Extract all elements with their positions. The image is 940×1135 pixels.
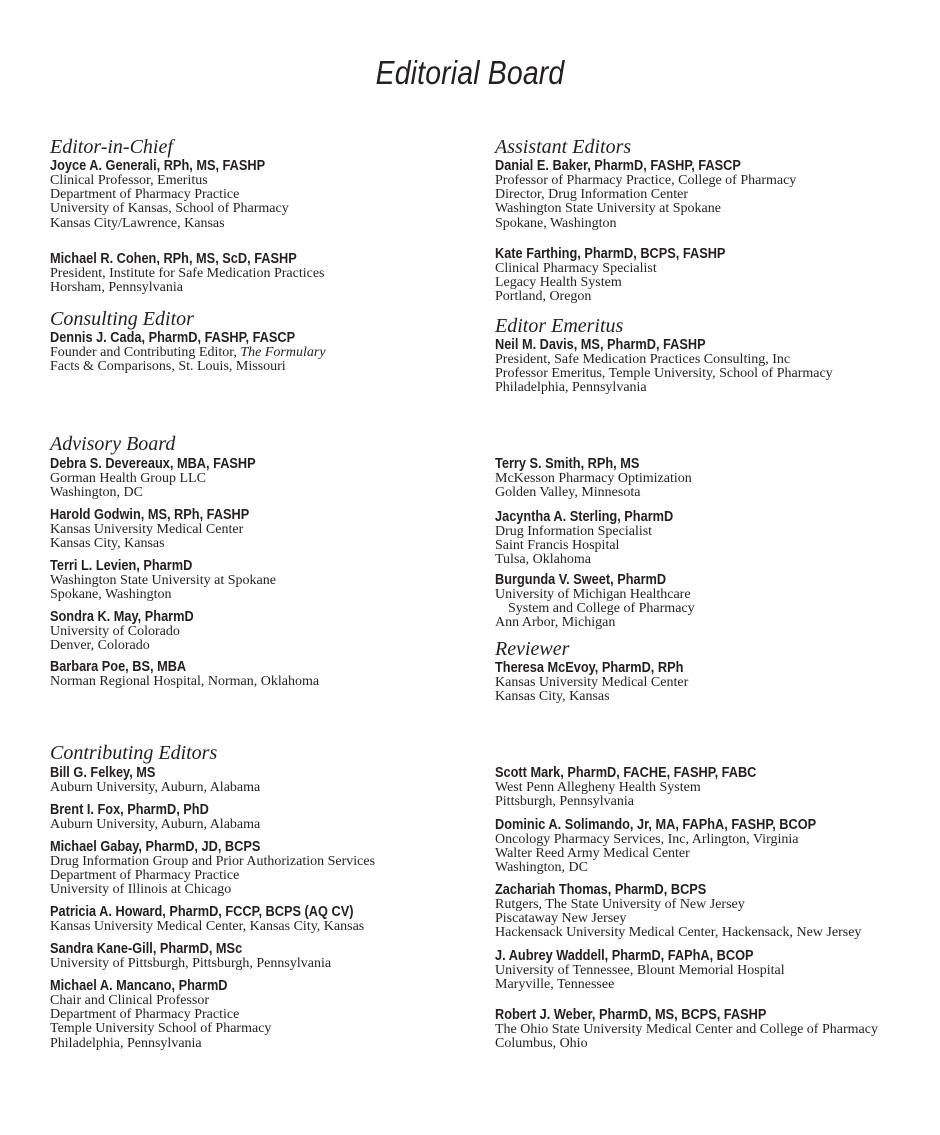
person-entry xyxy=(495,573,925,631)
person-detail: Kansas University Medical Center xyxy=(50,522,244,537)
publication-title: The Formulary xyxy=(240,345,326,360)
person-detail: The Ohio State University Medical Center and College of Pharmacy xyxy=(495,1022,878,1037)
person-detail: University of Kansas, School of Pharmacy xyxy=(50,201,289,217)
person-detail: Pittsburgh, Pennsylvania xyxy=(495,794,634,810)
person-name: Barbara Poe, BS, MBA xyxy=(50,659,187,675)
person-name: Neil M. Davis, MS, PharmD, FASHP xyxy=(495,337,706,353)
person-detail: Clinical Professor, Emeritus xyxy=(50,173,208,188)
person-entry xyxy=(495,247,925,305)
person-entry xyxy=(495,661,925,704)
person-detail: Kansas University Medical Center, Kansas City, Kansas xyxy=(50,919,365,934)
person-detail: Maryville, Tennessee xyxy=(495,977,615,993)
person-detail: University of Tennessee, Blount Memorial Hospital xyxy=(495,963,785,978)
person-entry xyxy=(495,1008,925,1051)
advisory-board-section xyxy=(50,434,480,454)
person-name: Bill G. Felkey, MS xyxy=(50,765,156,781)
person-name: Sandra Kane-Gill, PharmD, MSc xyxy=(50,941,243,957)
person-detail: President, Safe Medication Practices Consulting, Inc xyxy=(495,352,791,367)
person-detail: Philadelphia, Pennsylvania xyxy=(50,1035,202,1051)
person-detail: Washington, DC xyxy=(495,860,588,876)
section-heading: Editor Emeritus xyxy=(495,315,624,337)
person-entry xyxy=(495,818,925,876)
person-detail: Drug Information Specialist xyxy=(495,524,653,539)
person-detail: Kansas University Medical Center xyxy=(495,675,689,690)
person-detail: Department of Pharmacy Practice xyxy=(50,1007,240,1023)
person-entry xyxy=(50,559,480,602)
person-name: Joyce A. Generali, RPh, MS, FASHP xyxy=(50,158,266,174)
person-detail: Gorman Health Group LLC xyxy=(50,471,206,486)
person-detail: University of Illinois at Chicago xyxy=(50,882,232,898)
person-entry xyxy=(495,159,925,231)
person-name: Burgunda V. Sweet, PharmD xyxy=(495,572,667,588)
person-detail: Director, Drug Information Center xyxy=(495,187,689,203)
person-detail: Philadelphia, Pennsylvania xyxy=(495,380,647,396)
person-name: Michael A. Mancano, PharmD xyxy=(50,978,228,994)
person-name: Theresa McEvoy, PharmD, RPh xyxy=(495,660,684,676)
person-detail: Washington State University at Spokane xyxy=(495,201,721,217)
person-detail: President, Institute for Safe Medication Practices xyxy=(50,266,325,281)
person-detail: Spokane, Washington xyxy=(495,215,617,231)
person-detail: Golden Valley, Minnesota xyxy=(495,485,641,501)
person-entry xyxy=(50,610,480,653)
person-detail: Auburn University, Auburn, Alabama xyxy=(50,817,261,832)
person-entry xyxy=(50,942,480,971)
editor-in-chief-section xyxy=(50,137,480,231)
person-detail: Kansas City, Kansas xyxy=(50,536,165,552)
person-name: Debra S. Devereaux, MBA, FASHP xyxy=(50,456,256,472)
person-entry xyxy=(50,457,480,500)
person-detail: Rutgers, The State University of New Jersey xyxy=(495,897,745,912)
person-detail: Kansas City, Kansas xyxy=(495,689,610,705)
person-detail xyxy=(50,346,480,360)
person-entry xyxy=(50,660,480,689)
person-name: Harold Godwin, MS, RPh, FASHP xyxy=(50,507,250,523)
contributing-editors-section xyxy=(50,743,480,763)
person-name: Terri L. Levien, PharmD xyxy=(50,558,193,574)
person-name: Danial E. Baker, PharmD, FASHP, FASCP xyxy=(495,158,741,174)
person-detail: Department of Pharmacy Practice xyxy=(50,187,240,203)
person-name: Dennis J. Cada, PharmD, FASHP, FASCP xyxy=(50,330,296,346)
person-entry xyxy=(495,457,925,500)
person-entry xyxy=(495,338,925,396)
person-detail: Walter Reed Army Medical Center xyxy=(495,846,690,862)
person-detail: Norman Regional Hospital, Norman, Oklahoma xyxy=(50,674,320,689)
person-name: Dominic A. Solimando, Jr, MA, FAPhA, FASHP, BCOP xyxy=(495,817,817,833)
person-detail: Chair and Clinical Professor xyxy=(50,993,210,1008)
person-detail: Drug Information Group and Prior Authorization Services xyxy=(50,854,376,869)
page-title: Editorial Board xyxy=(375,54,565,91)
person-detail: Clinical Pharmacy Specialist xyxy=(495,261,657,276)
person-entry xyxy=(50,766,480,795)
person-entry xyxy=(495,883,925,941)
person-detail: Washington State University at Spokane xyxy=(50,573,276,588)
editor-emeritus-section xyxy=(495,316,925,396)
person-detail: Auburn University, Auburn, Alabama xyxy=(50,780,261,795)
person-detail: Temple University School of Pharmacy xyxy=(50,1021,272,1037)
person-detail: System and College of Pharmacy xyxy=(508,601,695,617)
person-entry xyxy=(50,803,480,832)
person-name: Terry S. Smith, RPh, MS xyxy=(495,456,640,472)
person-name: J. Aubrey Waddell, PharmD, FAPhA, BCOP xyxy=(495,948,754,964)
person-entry xyxy=(50,252,480,295)
person-name: Brent I. Fox, PharmD, PhD xyxy=(50,802,209,818)
person-detail: Horsham, Pennsylvania xyxy=(50,280,183,296)
person-detail: Washington, DC xyxy=(50,485,143,501)
person-entry xyxy=(50,159,480,231)
person-entry xyxy=(50,331,480,374)
section-heading: Consulting Editor xyxy=(50,308,194,330)
person-detail: Kansas City/Lawrence, Kansas xyxy=(50,215,225,231)
person-detail: Facts & Comparisons, St. Louis, Missouri xyxy=(50,359,286,375)
person-name: Michael Gabay, PharmD, JD, BCPS xyxy=(50,839,261,855)
person-entry xyxy=(50,840,480,898)
person-detail: Hackensack University Medical Center, Hackensack, New Jersey xyxy=(495,925,862,941)
person-name: Robert J. Weber, PharmD, MS, BCPS, FASHP xyxy=(495,1007,767,1023)
person-entry xyxy=(50,979,480,1051)
person-detail: Saint Francis Hospital xyxy=(495,538,620,554)
person-detail: Portland, Oregon xyxy=(495,289,592,305)
reviewer-section xyxy=(495,639,925,704)
section-heading: Assistant Editors xyxy=(495,136,632,158)
person-detail: Ann Arbor, Michigan xyxy=(495,615,616,631)
person-detail: University of Michigan Healthcare xyxy=(495,587,691,602)
person-name: Zachariah Thomas, PharmD, BCPS xyxy=(495,882,707,898)
section-heading: Contributing Editors xyxy=(50,742,218,764)
person-name: Patricia A. Howard, PharmD, FCCP, BCPS (AQ CV) xyxy=(50,904,354,920)
person-entry xyxy=(50,508,480,551)
person-name: Jacyntha A. Sterling, PharmD xyxy=(495,509,674,525)
person-detail: Spokane, Washington xyxy=(50,587,172,603)
person-detail: Oncology Pharmacy Services, Inc, Arlington, Virginia xyxy=(495,832,799,847)
person-detail: McKesson Pharmacy Optimization xyxy=(495,471,692,486)
person-name: Kate Farthing, PharmD, BCPS, FASHP xyxy=(495,246,726,262)
person-detail: Professor Emeritus, Temple University, School of Pharmacy xyxy=(495,366,833,382)
person-detail: Professor of Pharmacy Practice, College of Pharmacy xyxy=(495,173,797,188)
person-detail: University of Colorado xyxy=(50,624,180,639)
section-heading: Advisory Board xyxy=(50,433,176,455)
person-entry xyxy=(495,766,925,809)
person-name: Michael R. Cohen, RPh, MS, ScD, FASHP xyxy=(50,251,297,267)
person-detail: Legacy Health System xyxy=(495,275,622,291)
consulting-editor-section xyxy=(50,309,480,374)
person-detail: Department of Pharmacy Practice xyxy=(50,868,240,884)
person-entry xyxy=(495,949,925,992)
person-detail: Piscataway New Jersey xyxy=(495,911,627,927)
person-entry xyxy=(495,510,925,568)
detail-text: Founder and Contributing Editor, xyxy=(50,345,241,360)
section-heading: Editor-in-Chief xyxy=(50,136,173,158)
person-detail: Columbus, Ohio xyxy=(495,1036,588,1052)
person-entry xyxy=(50,905,480,934)
section-heading: Reviewer xyxy=(495,638,570,660)
person-name: Sondra K. May, PharmD xyxy=(50,609,194,625)
person-name: Scott Mark, PharmD, FACHE, FASHP, FABC xyxy=(495,765,757,781)
person-detail: West Penn Allegheny Health System xyxy=(495,780,701,795)
person-detail: Tulsa, Oklahoma xyxy=(495,552,591,568)
person-detail: Denver, Colorado xyxy=(50,638,150,654)
assistant-editors-section xyxy=(495,137,925,231)
person-detail: University of Pittsburgh, Pittsburgh, Pennsylvania xyxy=(50,956,332,971)
